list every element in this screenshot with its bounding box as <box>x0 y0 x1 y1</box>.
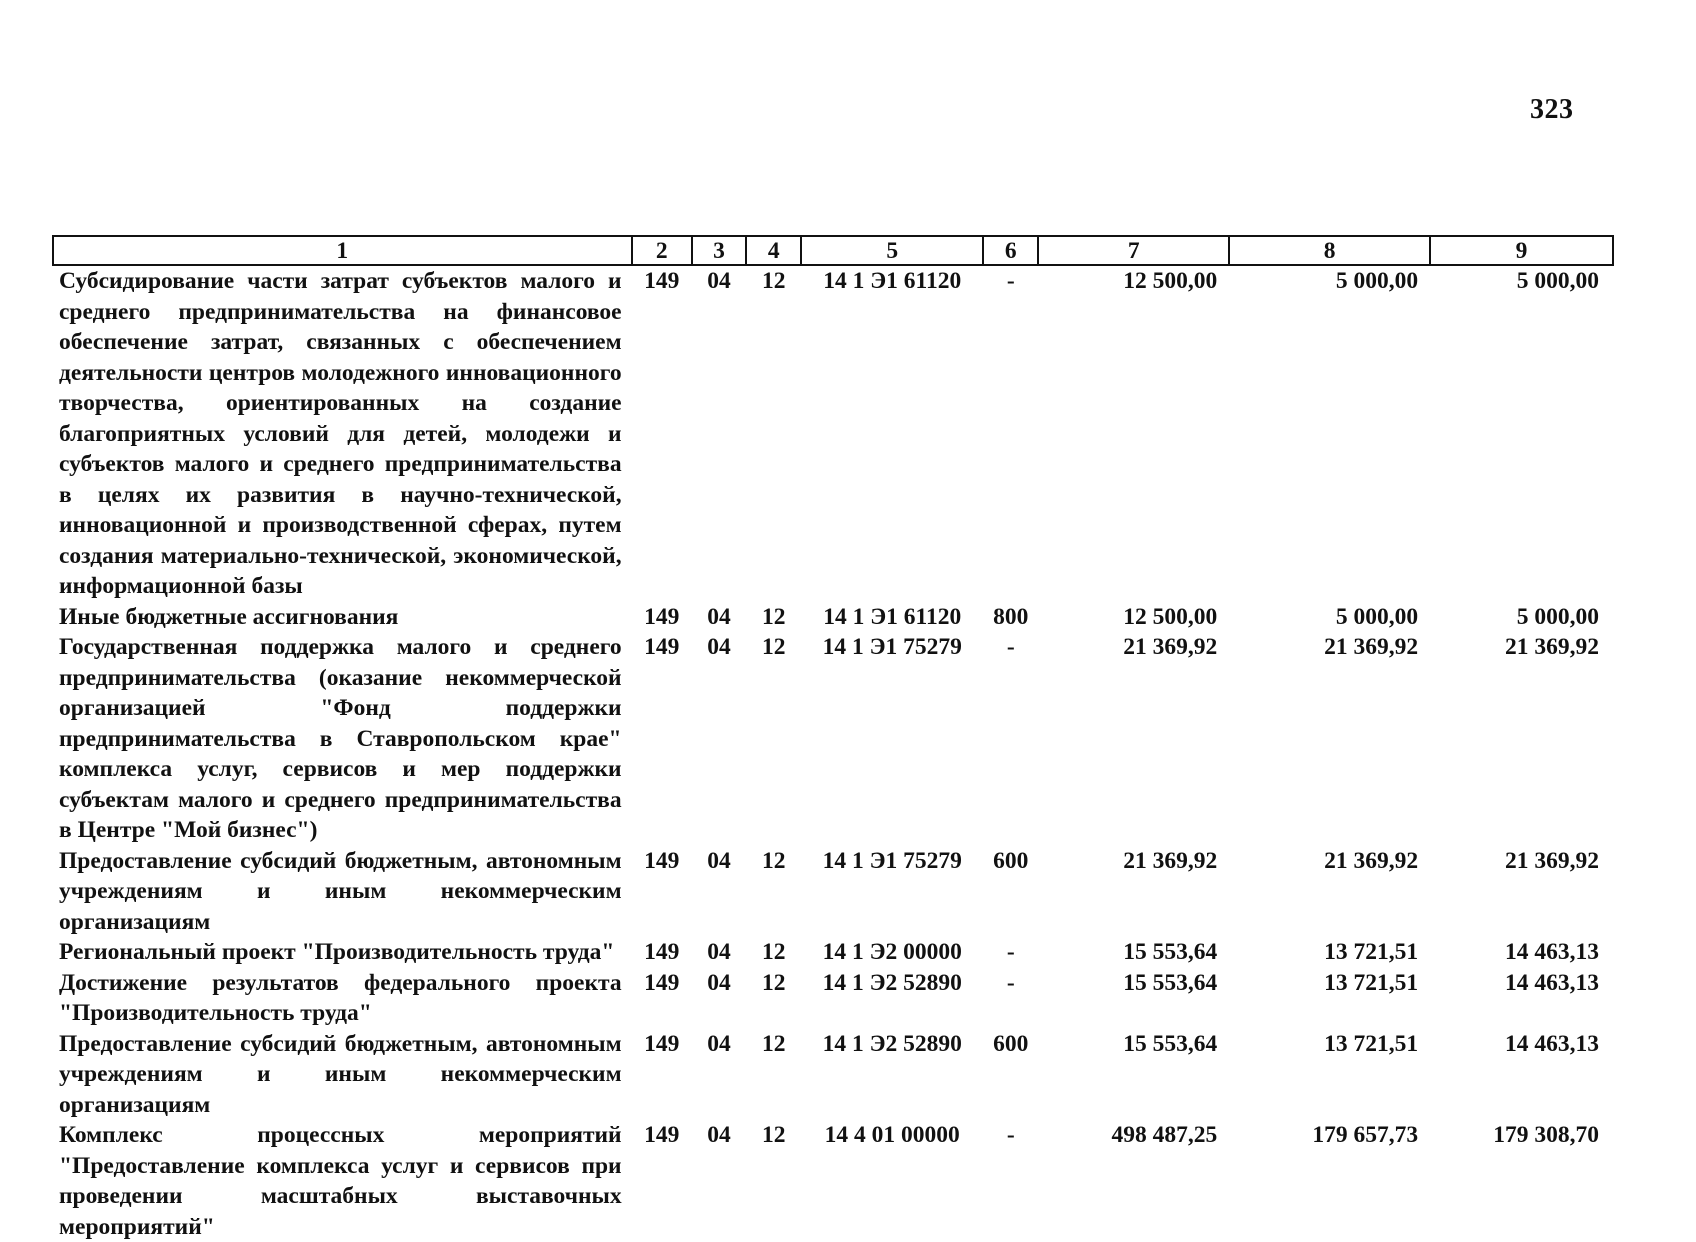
header-row <box>53 236 1613 265</box>
table-row <box>53 265 1613 602</box>
header-col-3: 3 <box>692 236 746 265</box>
row-name: Региональный проект "Производительность труда" <box>59 939 615 965</box>
row-expense-type: - <box>1006 939 1015 965</box>
row-target-article: 14 1 Э2 52890 <box>822 969 962 996</box>
row-subsection: 12 <box>761 268 786 294</box>
row-amount-col9: 5 000,00 <box>1516 603 1599 630</box>
row-admin-code: 149 <box>644 939 680 965</box>
row-name: Достижение результатов федерального проекта "Производительность труда" <box>59 969 622 1026</box>
table-row <box>53 968 1613 1029</box>
row-amount-col7: 15 553,64 <box>1123 1030 1218 1057</box>
row-amount-col9: 14 463,13 <box>1505 939 1599 965</box>
row-name: Предоставление субсидий бюджетным, автономным учреждениям и иным некоммерческим организациям <box>59 1030 622 1118</box>
row-subsection: 12 <box>761 1030 786 1057</box>
row-amount-col8: 21 369,92 <box>1324 847 1419 874</box>
header-col-6: 6 <box>983 236 1038 265</box>
table-row <box>53 1029 1613 1121</box>
row-section: 04 <box>707 603 731 630</box>
row-amount-col7: 21 369,92 <box>1123 634 1218 660</box>
row-name: Государственная поддержка малого и среднего предпринимательства (оказание некоммерческой организацией "Фонд поддержки предпринимательства в Ставропольском крае" комплекса услуг, сервисов и мер поддержки субъектам малого и среднего предпринимательства в Центре "Мой бизнес") <box>59 634 622 843</box>
row-amount-col8: 5 000,00 <box>1335 268 1419 294</box>
row-subsection: 12 <box>761 969 786 996</box>
row-admin-code: 149 <box>644 268 680 294</box>
row-subsection: 12 <box>761 847 786 874</box>
row-section: 04 <box>707 847 731 874</box>
row-target-article: 14 1 Э2 52890 <box>822 1030 962 1057</box>
header-col-7: 7 <box>1038 236 1229 265</box>
table-row <box>53 937 1613 968</box>
row-section: 04 <box>707 1030 731 1057</box>
header-col-8: 8 <box>1229 236 1430 265</box>
row-section: 04 <box>707 939 731 965</box>
row-amount-col8: 5 000,00 <box>1335 603 1419 630</box>
row-expense-type: - <box>1006 268 1015 294</box>
table-header <box>53 236 1613 265</box>
row-section: 04 <box>707 1122 731 1148</box>
row-amount-col9: 5 000,00 <box>1516 268 1599 294</box>
row-subsection: 12 <box>761 939 786 965</box>
row-amount-col9: 21 369,92 <box>1505 634 1599 660</box>
table-row <box>53 846 1613 938</box>
row-amount-col7: 12 500,00 <box>1123 603 1218 630</box>
row-admin-code: 149 <box>644 1122 680 1148</box>
header-col-1: 1 <box>53 236 632 265</box>
table-row <box>53 602 1613 633</box>
row-target-article: 14 4 01 00000 <box>824 1122 960 1148</box>
row-subsection: 12 <box>761 1122 786 1148</box>
row-expense-type: 600 <box>993 847 1029 874</box>
row-expense-type: - <box>1006 1122 1015 1148</box>
row-amount-col8: 13 721,51 <box>1324 1030 1419 1057</box>
row-name: Иные бюджетные ассигнования <box>59 603 399 630</box>
row-amount-col9: 14 463,13 <box>1505 1030 1599 1057</box>
row-admin-code: 149 <box>644 634 680 660</box>
row-expense-type: - <box>1006 969 1015 996</box>
header-col-9: 9 <box>1430 236 1613 265</box>
row-admin-code: 149 <box>644 847 680 874</box>
row-section: 04 <box>707 268 731 294</box>
row-amount-col8: 21 369,92 <box>1324 634 1419 660</box>
table-row <box>53 1120 1613 1242</box>
row-amount-col9: 14 463,13 <box>1505 969 1599 996</box>
row-section: 04 <box>707 634 731 660</box>
row-expense-type: 600 <box>993 1030 1029 1057</box>
table-body <box>53 265 1613 1242</box>
row-section: 04 <box>707 969 731 996</box>
row-admin-code: 149 <box>644 1030 680 1057</box>
row-subsection: 12 <box>761 603 786 630</box>
header-col-2: 2 <box>632 236 692 265</box>
row-amount-col9: 21 369,92 <box>1505 847 1599 874</box>
page-number: 323 <box>1530 94 1574 125</box>
row-admin-code: 149 <box>644 969 680 996</box>
row-subsection: 12 <box>761 634 786 660</box>
header-col-4: 4 <box>746 236 801 265</box>
row-amount-col8: 13 721,51 <box>1324 969 1419 996</box>
row-name: Субсидирование части затрат субъектов малого и среднего предпринимательства на финансовое обеспечение затрат, связанных с обеспечением деятельности центров молодежного инновационного творчества, ориентированных на создание благоприятных условий для детей, молодежи и субъектов малого и среднего предпринимательства в целях их развития в научно-технической, инновационной и производственной сферах, путем создания материально-технической, экономической, информационной базы <box>59 268 622 599</box>
row-amount-col7: 15 553,64 <box>1123 969 1218 996</box>
row-amount-col7: 12 500,00 <box>1123 268 1218 294</box>
row-target-article: 14 1 Э1 61120 <box>823 268 962 294</box>
row-amount-col8: 13 721,51 <box>1324 939 1419 965</box>
budget-table <box>52 235 1614 1242</box>
row-admin-code: 149 <box>644 603 680 630</box>
row-target-article: 14 1 Э1 75279 <box>822 847 962 874</box>
row-expense-type: - <box>1006 634 1015 660</box>
row-amount-col7: 498 487,25 <box>1111 1122 1218 1148</box>
row-expense-type: 800 <box>993 603 1029 630</box>
row-amount-col7: 21 369,92 <box>1123 847 1218 874</box>
row-name: Предоставление субсидий бюджетным, автономным учреждениям и иным некоммерческим организациям <box>59 847 622 935</box>
row-amount-col9: 179 308,70 <box>1493 1122 1599 1148</box>
row-amount-col7: 15 553,64 <box>1123 939 1218 965</box>
row-target-article: 14 1 Э1 61120 <box>823 603 962 630</box>
row-amount-col8: 179 657,73 <box>1312 1122 1419 1148</box>
row-target-article: 14 1 Э1 75279 <box>822 634 962 660</box>
row-name: Комплекс процессных мероприятий "Предоставление комплекса услуг и сервисов при проведении масштабных выставочных мероприятий" <box>59 1122 622 1240</box>
row-target-article: 14 1 Э2 00000 <box>822 939 962 965</box>
table-row <box>53 632 1613 846</box>
header-col-5: 5 <box>801 236 983 265</box>
